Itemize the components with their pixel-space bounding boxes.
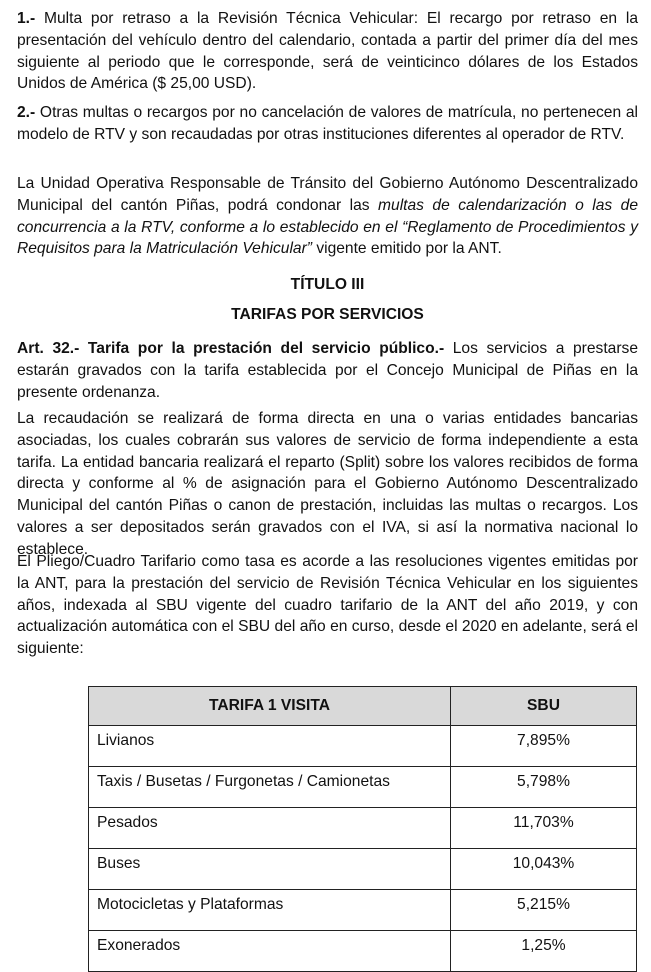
paragraph-pliego: El Pliego/Cuadro Tarifario como tasa es acorde a las resoluciones vigentes emitidas por la ANT, para la prestación del servicio de Revisión Técnica Vehicular en los siguientes años, indexada al SBU vigente del cuadro tarifario de la ANT del año 2019, y con actualización automática con el SBU del año en curso, desde el 2020 en adelante, será el siguiente:	[17, 553, 638, 658]
table-row	[89, 890, 637, 931]
table-cell-vehicle: Exonerados	[89, 931, 451, 972]
paragraph-3	[17, 173, 638, 260]
table-cell-sbu: 7,895%	[451, 726, 637, 767]
table-row	[89, 931, 637, 972]
paragraph-2	[17, 102, 638, 146]
tariff-table	[88, 686, 637, 972]
table-header-tarifa: TARIFA 1 VISITA	[89, 687, 451, 726]
table-cell-sbu: 11,703%	[451, 808, 637, 849]
table-row	[89, 849, 637, 890]
table-cell-sbu: 10,043%	[451, 849, 637, 890]
paragraph-1	[17, 8, 638, 95]
article-32	[17, 338, 638, 403]
article-32-text: Los servicios a prestarse estarán gravados con la tarifa establecida por el Concejo Municipal de Piñas en la presente ordenanza.	[17, 340, 638, 401]
table-cell-vehicle: Pesados	[89, 808, 451, 849]
table-cell-sbu: 5,798%	[451, 767, 637, 808]
paragraph-2-number: 2.-	[17, 104, 36, 121]
table-row	[89, 767, 637, 808]
table-cell-sbu: 5,215%	[451, 890, 637, 931]
paragraph-1-number: 1.-	[17, 10, 36, 27]
table-row	[89, 808, 637, 849]
paragraph-2-text: Otras multas o recargos por no cancelación de valores de matrícula, no pertenecen al modelo de RTV y son recaudadas por otras instituciones diferentes al operador de RTV.	[17, 104, 638, 143]
table-cell-sbu: 1,25%	[451, 931, 637, 972]
table-cell-vehicle: Motocicletas y Plataformas	[89, 890, 451, 931]
table-cell-vehicle: Taxis / Busetas / Furgonetas / Camionetas	[89, 767, 451, 808]
paragraph-3-end: vigente emitido por la ANT.	[311, 240, 502, 258]
title-section: TÍTULO III	[290, 276, 365, 293]
table-header-sbu: SBU	[451, 687, 637, 726]
paragraph-1-text: Multa por retraso a la Revisión Técnica Vehicular: El recargo por retraso en la presentación del vehículo dentro del calendario, contada a partir del primer día del mes siguiente al periodo que le corresponde, será de veinticinco dólares de los Estados Unidos de América ($ 25,00 USD).	[17, 10, 638, 93]
article-32-heading: Art. 32.- Tarifa por la prestación del servicio público.-	[17, 340, 445, 357]
paragraph-recaudacion: La recaudación se realizará de forma directa en una o varias entidades bancarias asociadas, los cuales cobrarán sus valores de servicio de forma independiente a esta tarifa. La entidad bancaria realizará el reparto (Split) sobre los valores recibidos de forma directa y conforme al % de asignación para el Gobierno Autónomo Descentralizado Municipal del cantón Piñas o canon de prestación, incluidas las multas o recargos. Los valores a ser depositados serán gravados con el IVA, si así la normativa nacional lo establece.	[17, 410, 638, 558]
table-cell-vehicle: Buses	[89, 849, 451, 890]
subtitle-section: TARIFAS POR SERVICIOS	[231, 306, 424, 323]
table-header-row	[89, 687, 637, 726]
table-row	[89, 726, 637, 767]
paragraph-3-text: La Unidad Operativa Responsable de Tránsito del Gobierno Autónomo Descentralizado Municipal del cantón Piñas, podrá condonar las	[17, 175, 638, 214]
paragraph-3-italic: multas de calendarización o las de concurrencia a la RTV, conforme a lo establecido en el “Reglamento de Procedimientos y Requisitos para la Matriculación Vehicular”	[17, 196, 638, 258]
table-cell-vehicle: Livianos	[89, 726, 451, 767]
